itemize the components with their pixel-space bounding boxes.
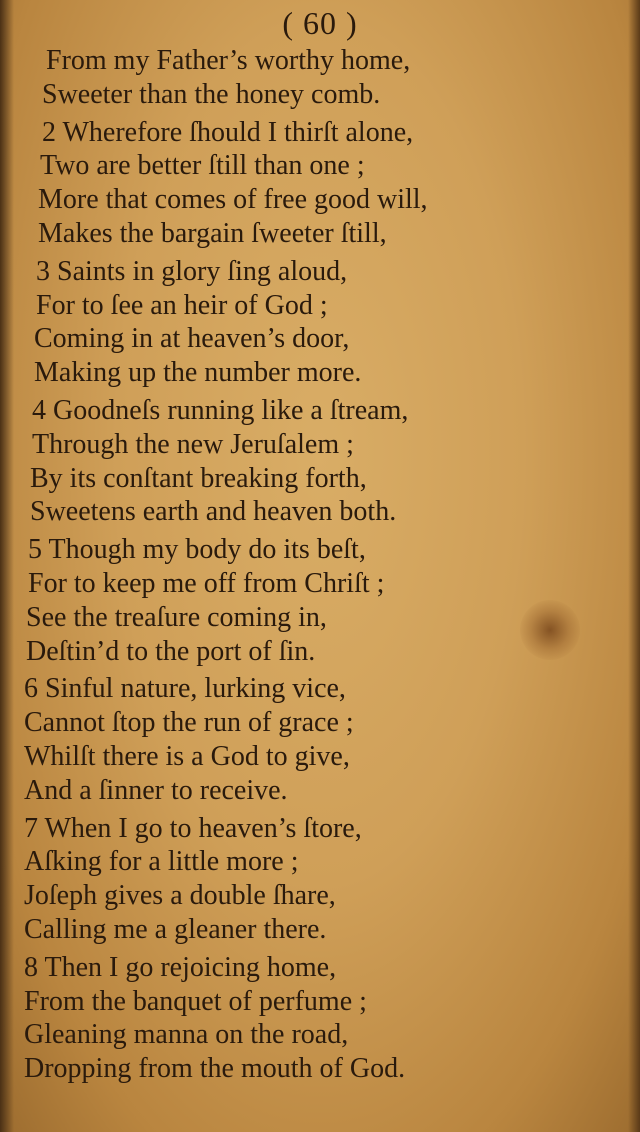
verse-line: 8 Then I go rejoicing home, [24,951,337,983]
verse-line: 5 Though my body do its beſt, [28,534,366,566]
page-left-edge-shadow [0,0,14,1132]
stanza [24,812,604,947]
verse-line: Whilſt there is a God to give, [24,740,350,772]
stanza [24,116,604,251]
verse-line: And a ſinner to receive. [24,774,288,806]
verse-line: Calling me a gleaner there. [24,913,327,945]
verse-line: Through the new Jeruſalem ; [32,428,354,460]
verse-line: From my Father’s worthy home, [46,45,411,76]
verse-line: Making up the number more. [34,357,362,389]
verse-line: Sweetens earth and heaven both. [30,496,397,528]
verse-line: 2 Wherefore ſhould I thirſt alone, [42,116,414,148]
stanza [24,255,604,390]
verse-line: For to keep me off from Chriſt ; [28,567,385,599]
verse-line: Coming in at heaven’s door, [34,323,350,355]
verse-line: Makes the bargain ſweeter ſtill, [38,217,387,249]
verse-line: Gleaning manna on the road, [24,1019,349,1051]
verse-line: From the banquet of perfume ; [24,985,367,1017]
verse-line: For to ſee an heir of God ; [36,289,328,321]
verse-line: See the treaſure coming in, [26,601,327,633]
verse-line: 4 Goodneſs running like a ſtream, [32,394,409,426]
verse-line: Cannot ſtop the run of grace ; [24,707,354,739]
verse-line: More that comes of free good will, [38,184,428,216]
verse-line: Deſtin’d to the port of ſin. [26,635,316,667]
verse-line: 3 Saints in glory ſing aloud, [36,255,348,287]
verse-line: By its conſtant breaking forth, [30,462,367,494]
verse-line: Two are better ſtill than one ; [40,150,365,182]
hymn-text [24,44,604,1086]
verse-line: Joſeph gives a double ſhare, [24,880,336,912]
verse-line: Dropping from the mouth of God. [24,1053,406,1085]
stanza [24,672,604,807]
page-number: ( 60 ) [282,5,358,41]
verse-line: 6 Sinful nature, lurking vice, [24,673,346,705]
verse-line: 7 When I go to heaven’s ſtore, [24,812,362,844]
stanza [24,533,604,668]
verse-line: Aſking for a little more ; [24,846,299,878]
stanza [24,951,604,1086]
page-right-edge-shadow [628,0,640,1132]
stanza [24,44,604,112]
stanza [24,394,604,529]
verse-line: Sweeter than the honey comb. [42,78,381,110]
